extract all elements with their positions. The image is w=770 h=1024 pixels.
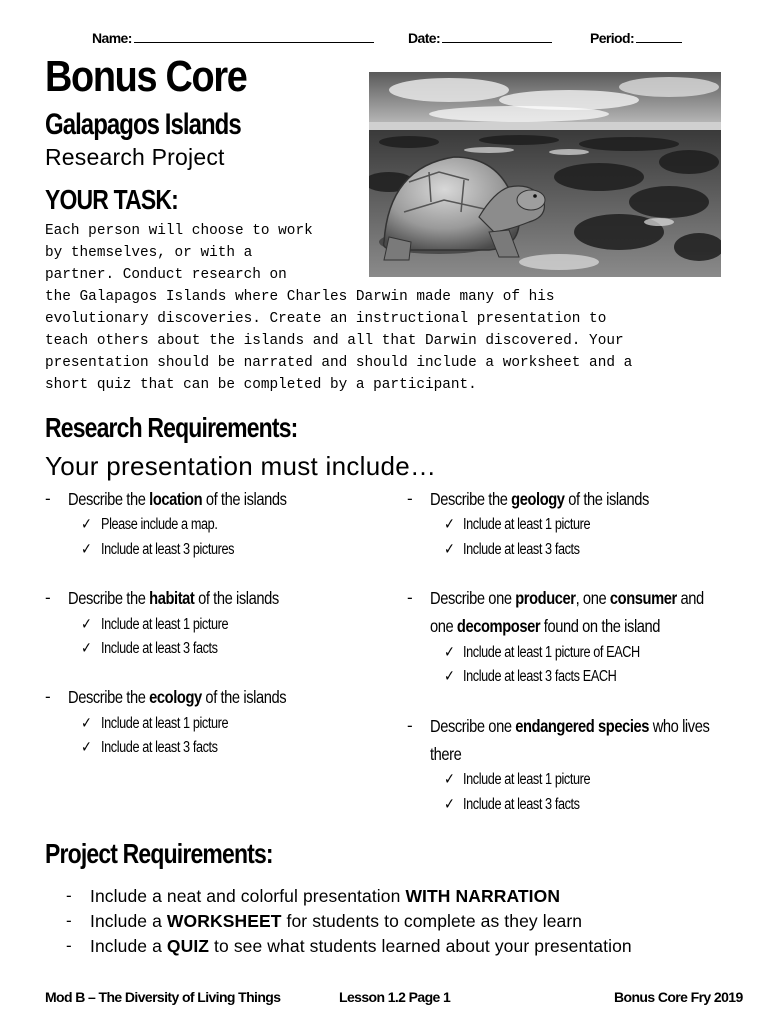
- check-item: Include at least 3 facts: [101, 739, 218, 756]
- check-item: Include at least 1 picture: [101, 616, 229, 633]
- research-lead: Your presentation must include…: [45, 451, 437, 481]
- task-paragraph-intro: Each person will choose to work by themselves, or with a partner. Conduct research on: [45, 223, 313, 283]
- requirement-endangered-cont: there: [430, 744, 462, 764]
- check-item: Include at least 1 picture: [463, 771, 591, 788]
- project-item: Include a neat and colorful presentation WITH NARRATION: [90, 886, 561, 906]
- check-item: Include at least 1 picture: [101, 715, 229, 732]
- bullet-dash: -: [407, 489, 413, 508]
- requirement-geology: Describe the geology of the islands: [430, 489, 649, 509]
- research-heading: Research Requirements:: [45, 412, 298, 443]
- tortoise-photo: [369, 72, 721, 277]
- bullet-dash: -: [45, 489, 51, 508]
- project-heading: Project Requirements:: [45, 838, 273, 869]
- bullet-dash: -: [407, 588, 413, 607]
- project-item: Include a WORKSHEET for students to complete as they learn: [90, 911, 583, 931]
- requirement-food-web: Describe one producer, one consumer and: [430, 588, 704, 608]
- footer-module: Mod B – The Diversity of Living Things: [45, 989, 281, 1005]
- check-item: Include at least 1 picture: [463, 516, 591, 533]
- check-icon: ✓: [444, 541, 455, 558]
- period-field: Period:: [590, 30, 682, 46]
- requirement-ecology: Describe the ecology of the islands: [68, 687, 287, 707]
- check-item: Include at least 3 facts: [463, 796, 580, 813]
- check-item: Include at least 3 pictures: [101, 541, 235, 558]
- bullet-dash: -: [66, 936, 72, 955]
- project-item: Include a QUIZ to see what students learned about your presentation: [90, 936, 632, 956]
- date-field: Date:: [408, 30, 552, 46]
- check-item: Include at least 3 facts: [101, 640, 218, 657]
- check-icon: ✓: [81, 715, 92, 732]
- check-icon: ✓: [444, 796, 455, 813]
- check-icon: ✓: [81, 739, 92, 756]
- check-icon: ✓: [81, 640, 92, 657]
- check-item: Include at least 1 picture of EACH: [463, 644, 640, 661]
- check-icon: ✓: [81, 541, 92, 558]
- footer-page: Lesson 1.2 Page 1: [339, 989, 451, 1005]
- bullet-dash: -: [66, 911, 72, 930]
- check-icon: ✓: [444, 516, 455, 533]
- bullet-dash: -: [45, 588, 51, 607]
- bullet-dash: -: [45, 687, 51, 706]
- check-icon: ✓: [444, 668, 455, 685]
- page-subtitle: Galapagos Islands: [45, 108, 241, 141]
- check-icon: ✓: [81, 616, 92, 633]
- name-field: Name:: [92, 30, 374, 46]
- requirement-food-web-cont: one decomposer found on the island: [430, 616, 661, 636]
- page-subtitle-secondary: Research Project: [45, 144, 225, 170]
- check-icon: ✓: [444, 644, 455, 661]
- page-title: Bonus Core: [45, 52, 247, 101]
- check-item: Please include a map.: [101, 516, 218, 533]
- check-icon: ✓: [81, 516, 92, 533]
- requirement-location: Describe the location of the islands: [68, 489, 287, 509]
- check-item: Include at least 3 facts EACH: [463, 668, 617, 685]
- check-icon: ✓: [444, 771, 455, 788]
- requirement-endangered: Describe one endangered species who lives: [430, 716, 710, 736]
- requirement-habitat: Describe the habitat of the islands: [68, 588, 279, 608]
- bullet-dash: -: [66, 886, 72, 905]
- task-paragraph-body: the Galapagos Islands where Charles Darwin made many of his evolutionary discoveries. Create an instructional presentation to teach others about the islands and all that Darwin discovered. Your presentation should be narrated and should include a worksheet and a short quiz that can be completed by a participant.: [45, 289, 633, 393]
- task-heading: YOUR TASK:: [45, 184, 178, 215]
- bullet-dash: -: [407, 716, 413, 735]
- footer-credit: Bonus Core Fry 2019: [614, 989, 743, 1005]
- check-item: Include at least 3 facts: [463, 541, 580, 558]
